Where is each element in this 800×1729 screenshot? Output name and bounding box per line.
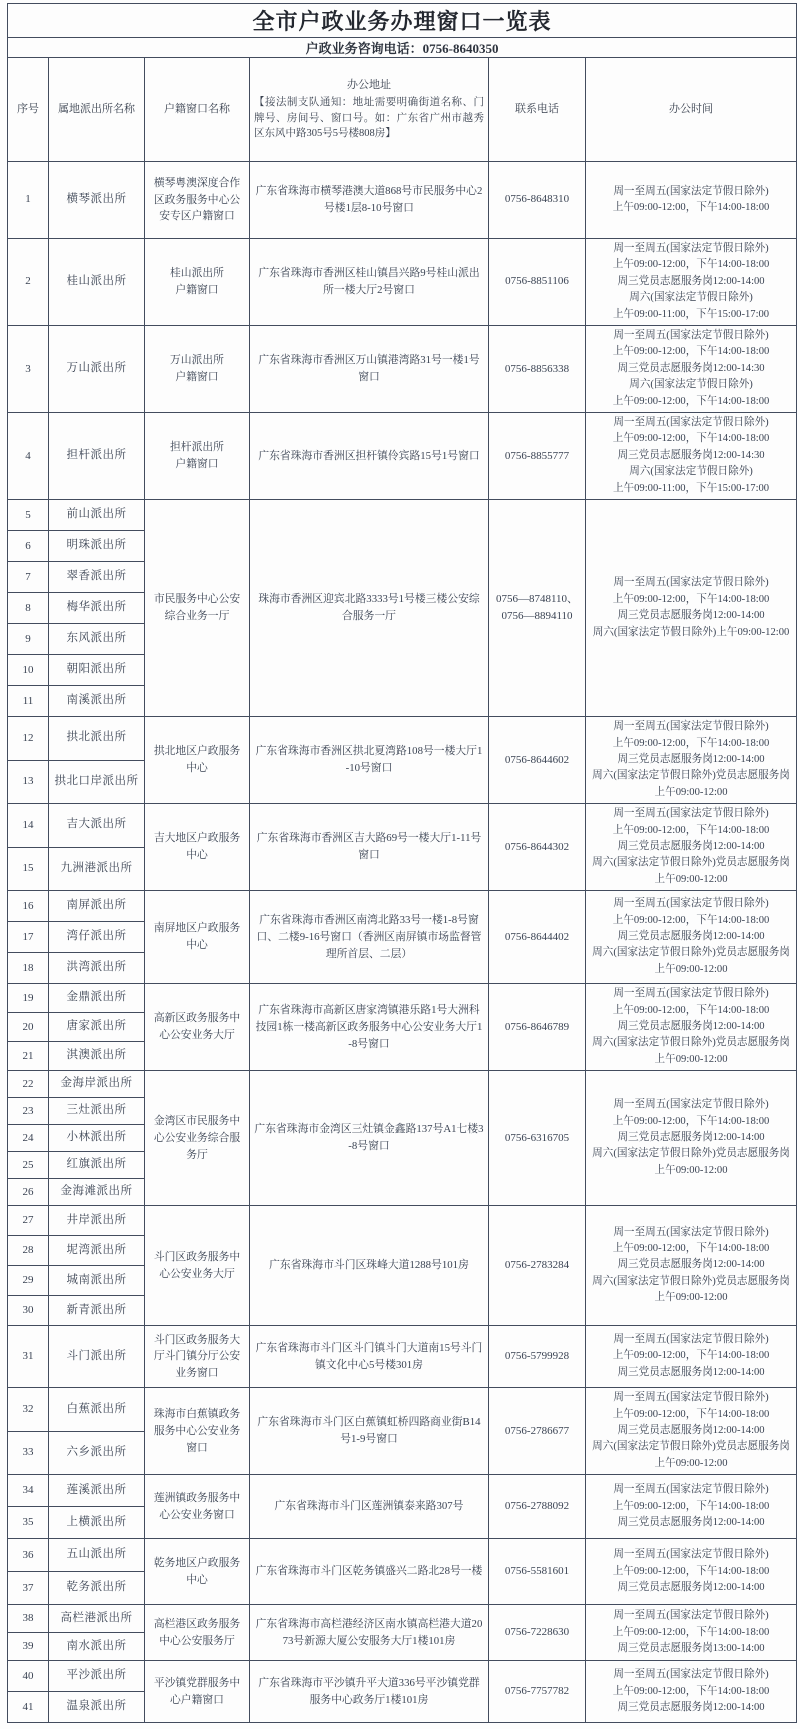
seq-cell: 12 [8,717,49,761]
phone-cell-line: 0756-2786677 [504,1424,570,1437]
phone-cell [489,413,586,500]
office-hours-cell-line: 上午09:00-12:00，下午14:00-18:00 [612,202,770,213]
window-name-cell [145,1605,250,1661]
table-row [8,717,797,761]
seq-cell: 30 [8,1296,49,1326]
window-name-cell-line: 金湾区市民服务中心公安业务综合服务厅 [153,1115,241,1161]
phone-cell [489,1206,586,1326]
seq-cell: 41 [8,1692,49,1723]
table-row [8,413,797,500]
seq-cell: 20 [8,1013,49,1042]
station-name-cell: 湾仔派出所 [49,922,145,953]
station-name-cell: 三灶派出所 [49,1098,145,1125]
station-name-cell: 坭湾派出所 [49,1236,145,1266]
window-name-cell [145,239,250,326]
phone-cell [489,500,586,717]
office-hours-cell-line: 上午09:00-12:00 [654,786,728,798]
phone-cell-line: 0756-8644402 [504,930,570,943]
seq-cell: 4 [8,413,49,500]
office-hours-cell-line: 周一至周五(国家法定节假日除外) [613,1669,769,1681]
office-hours-cell-line: 周三党员志愿服务岗12:00-14:00 [617,1020,765,1032]
table-row [8,1661,797,1692]
seq-cell: 35 [8,1507,49,1539]
office-hours-cell [586,891,797,984]
office-hours-cell-line: 上午09:00-11:00，下午15:00-17:00 [612,308,770,320]
seq-cell: 33 [8,1431,49,1475]
seq-cell: 31 [8,1326,49,1388]
station-name-cell: 南溪派出所 [49,686,145,717]
window-name-cell-line: 乾务地区户政服务中心 [153,1556,241,1586]
header-hours: 办公时间 [586,58,797,162]
header-address [250,58,489,162]
window-name-cell [145,1661,250,1723]
window-name-cell [145,1206,250,1326]
seq-cell: 40 [8,1661,49,1692]
office-hours-cell-line: 周一至周五(国家法定节假日除外) [613,1099,769,1111]
station-name-cell: 上横派出所 [49,1507,145,1539]
seq-cell: 24 [8,1125,49,1152]
office-hours-cell-line: 上午09:00-12:00，下午14:00-18:00 [612,346,770,358]
window-name-cell-line: 吉大地区户政服务中心 [153,832,241,862]
office-hours-cell-line: 周六(国家法定节假日除外)上午09:00-12:00 [592,626,790,638]
window-name-cell-line: 横琴粤澳深度合作区政务服务中心公安专区户籍窗口 [153,176,241,223]
office-hours-cell-line: 周六(国家法定节假日除外)党员志愿服务岗 [592,857,790,869]
phone-cell-line: 0756-8851106 [505,275,569,288]
office-hours-cell-line: 周六(国家法定节假日除外) [629,292,753,304]
station-name-cell: 淇澳派出所 [49,1042,145,1071]
office-hours-cell-line: 上午09:00-12:00，下午14:00-18:00 [612,824,770,836]
table-row [8,1206,797,1236]
station-name-cell: 金海滩派出所 [49,1179,145,1206]
station-name-cell: 六乡派出所 [49,1431,145,1475]
office-hours-cell-line: 上午09:00-12:00，下午14:00-18:00 [612,395,770,407]
office-hours-cell-line: 周三党员志愿服务岗12:00-14:00 [617,930,765,942]
office-hours-cell-line: 周三党员志愿服务岗12:00-14:00 [617,610,765,622]
station-name-cell: 拱北口岸派出所 [49,760,145,804]
phone-cell [489,717,586,804]
phone-cell [489,804,586,891]
table-row [8,1605,797,1633]
address-cell: 广东省珠海市斗门区斗门镇斗门大道南15号斗门镇文化中心5号楼301房 [250,1326,489,1388]
address-cell: 广东省珠海市高新区唐家湾镇港乐路1号大洲科技园1栋一楼高新区政务服务中心公安业务大厅1-8号窗口 [250,984,489,1071]
station-name-cell: 红旗派出所 [49,1152,145,1179]
seq-cell: 9 [8,624,49,655]
phone-cell [489,1539,586,1605]
phone-cell-line: 0756-5799928 [504,1350,570,1363]
column-header-row [8,58,797,162]
service-window-table [7,3,797,1723]
header-phone: 联系电话 [489,58,586,162]
office-hours-cell [586,1388,797,1475]
table-row [8,891,797,922]
table-row [8,162,797,239]
phone-cell-line: 0756-8646789 [504,1020,570,1033]
seq-cell: 36 [8,1539,49,1572]
address-cell: 广东省珠海市高栏港经济区南水镇高栏港大道2073号新源大厦公安服务大厅1楼101房 [250,1605,489,1661]
office-hours-cell-line: 上午09:00-12:00，下午14:00-18:00 [612,593,770,605]
window-name-cell [145,984,250,1071]
station-name-cell: 白蕉派出所 [49,1388,145,1432]
phone-cell-line: 0756-5581601 [504,1565,570,1578]
window-name-cell [145,1071,250,1206]
office-hours-cell-line: 上午09:00-12:00，下午14:00-18:00 [612,1408,770,1420]
office-hours-cell-line: 周六(国家法定节假日除外)党员志愿服务岗 [592,947,790,959]
office-hours-cell-line: 上午09:00-12:00，下午14:00-18:00 [612,1565,770,1577]
station-name-cell: 南屏派出所 [49,891,145,922]
office-hours-cell-line: 周六(国家法定节假日除外) [629,466,753,478]
station-name-cell: 平沙派出所 [49,1661,145,1692]
office-hours-cell-line: 周三党员志愿服务岗12:00-14:00 [617,1425,765,1436]
window-name-cell [145,1539,250,1605]
seq-cell: 3 [8,326,49,413]
address-cell: 广东省珠海市香洲区万山镇港湾路31号一楼1号窗口 [250,326,489,413]
seq-cell: 7 [8,562,49,593]
station-name-cell: 万山派出所 [49,326,145,413]
window-name-cell-line: 高新区政务服务中心公安业务大厅 [153,1012,241,1042]
office-hours-cell [586,1475,797,1539]
seq-cell: 38 [8,1605,49,1633]
table-row [8,1539,797,1572]
seq-cell: 25 [8,1152,49,1179]
seq-cell: 6 [8,531,49,562]
phone-cell-line: 0756-8856338 [504,362,570,375]
address-cell: 广东省珠海市金湾区三灶镇金鑫路137号A1七楼3-8号窗口 [250,1071,489,1206]
phone-cell-line: 0756-7228630 [504,1626,570,1639]
station-name-cell: 洪湾派出所 [49,953,145,984]
window-name-cell-line: 市民服务中心公安综合业务一厅 [153,593,241,623]
phone-cell-line: 0756-2788092 [504,1500,570,1513]
station-name-cell: 东风派出所 [49,624,145,655]
phone-cell [489,239,586,326]
window-name-cell-line: 桂山派出所 [170,267,224,280]
table-row [8,984,797,1013]
office-hours-cell-line: 上午09:00-12:00 [654,1164,728,1176]
station-name-cell: 朝阳派出所 [49,655,145,686]
phone-cell [489,1475,586,1539]
address-cell: 珠海市香洲区迎宾北路3333号1号楼三楼公安综合服务一厅 [250,500,489,717]
window-name-cell-line: 莲洲镇政务服务中心公安业务窗口 [153,1491,241,1521]
station-name-cell: 拱北派出所 [49,717,145,761]
office-hours-cell-line: 上午09:00-12:00，下午14:00-18:00 [612,433,770,445]
office-hours-cell-line: 上午09:00-12:00，下午14:00-18:00 [612,1626,770,1638]
office-hours-cell-line: 上午09:00-12:00 [654,1457,728,1469]
seq-cell: 39 [8,1633,49,1661]
table-row [8,1071,797,1098]
table-row [8,804,797,848]
window-name-cell [145,413,250,500]
address-cell: 广东省珠海市平沙镇升平大道336号平沙镇党群服务中心政务厅1楼101房 [250,1661,489,1723]
window-name-cell [145,1475,250,1539]
address-cell: 广东省珠海市横琴港澳大道868号市民服务中心2号楼1层8-10号窗口 [250,162,489,239]
seq-cell: 8 [8,593,49,624]
phone-cell-line: 0756-8855777 [504,449,570,462]
office-hours-cell-line: 周三党员志愿服务岗12:00-14:00 [617,1131,765,1143]
window-name-cell-line: 户籍窗口 [175,284,219,297]
station-name-cell: 温泉派出所 [49,1692,145,1723]
office-hours-cell-line: 上午09:00-12:00，下午14:00-18:00 [612,1004,770,1016]
header-seq: 序号 [8,58,49,162]
office-hours-cell-line: 周三党员志愿服务岗12:00-14:00 [617,1516,765,1528]
office-hours-cell-line: 周一至周五(国家法定节假日除外) [613,898,769,910]
table-row [8,1388,797,1432]
phone-cell [489,1661,586,1723]
window-name-cell-line: 珠海市白蕉镇政务服务中心公安业务窗口 [153,1408,241,1454]
header-window: 户籍窗口名称 [145,58,250,162]
office-hours-cell [586,1605,797,1661]
address-cell: 广东省珠海市香洲区桂山镇昌兴路9号桂山派出所一楼大厅2号窗口 [250,239,489,326]
phone-cell [489,984,586,1071]
seq-cell: 34 [8,1475,49,1507]
office-hours-cell-line: 上午09:00-12:00，下午14:00-18:00 [612,1685,770,1697]
seq-cell: 27 [8,1206,49,1236]
office-hours-cell-line: 周三党员志愿服务岗13:00-14:00 [617,1642,765,1654]
office-hours-cell-line: 周一至周五(国家法定节假日除外) [613,721,769,733]
phone-cell [489,1388,586,1475]
address-cell: 广东省珠海市斗门区乾务镇盛兴二路北28号一楼 [250,1539,489,1605]
office-hours-cell-line: 周一至周五(国家法定节假日除外) [613,577,769,589]
office-hours-cell [586,717,797,804]
office-hours-cell [586,984,797,1071]
office-hours-cell [586,1206,797,1326]
phone-cell-line: 0756-8644602 [504,753,570,766]
page-title: 全市户政业务办理窗口一览表 [8,4,797,38]
office-hours-cell-line: 周六(国家法定节假日除外)党员志愿服务岗 [592,1037,790,1049]
office-hours-cell [586,413,797,500]
phone-cell [489,891,586,984]
station-name-cell: 桂山派出所 [49,239,145,326]
office-hours-cell-line: 周一至周五(国家法定节假日除外) [613,1549,769,1561]
office-hours-cell-line: 周一至周五(国家法定节假日除外) [613,330,769,342]
office-hours-cell-line: 周三党员志愿服务岗12:00-14:00 [617,1366,765,1378]
station-name-cell: 前山派出所 [49,500,145,531]
office-hours-cell-line: 周一至周五(国家法定节假日除外) [613,1392,769,1404]
office-hours-cell-line: 上午09:00-12:00 [654,963,728,975]
table-row [8,239,797,326]
station-name-cell: 金海岸派出所 [49,1071,145,1098]
office-hours-cell-line: 上午09:00-11:00，下午15:00-17:00 [612,482,770,494]
table-row [8,1326,797,1388]
office-hours-cell [586,1071,797,1206]
station-name-cell: 担杆派出所 [49,413,145,500]
office-hours-cell-line: 周一至周五(国家法定节假日除外) [613,243,769,254]
header-station: 属地派出所名称 [49,58,145,162]
station-name-cell: 九洲港派出所 [49,847,145,891]
station-name-cell: 高栏港派出所 [49,1605,145,1633]
office-hours-cell-line: 上午09:00-12:00，下午14:00-18:00 [612,1500,770,1512]
table-row [8,1475,797,1507]
window-name-cell [145,717,250,804]
window-name-cell [145,1326,250,1388]
seq-cell: 32 [8,1388,49,1432]
office-hours-cell-line: 上午09:00-12:00 [654,1292,728,1304]
station-name-cell: 小林派出所 [49,1125,145,1152]
seq-cell: 19 [8,984,49,1013]
station-name-cell: 南水派出所 [49,1633,145,1661]
office-hours-cell-line: 周六(国家法定节假日除外)党员志愿服务岗 [592,1148,790,1160]
office-hours-cell-line: 上午09:00-12:00，下午14:00-18:00 [612,914,770,926]
office-hours-cell-line: 周一至周五(国家法定节假日除外) [613,185,769,197]
header-address-title: 办公地址 [347,78,391,91]
office-hours-cell-line: 周三党员志愿服务岗12:00-14:00 [617,1259,765,1271]
seq-cell: 5 [8,500,49,531]
phone-cell-line: 0756-8644302 [504,840,570,853]
address-cell: 广东省珠海市香洲区拱北夏湾路108号一楼大厅1-10号窗口 [250,717,489,804]
office-hours-cell [586,1539,797,1605]
address-cell: 广东省珠海市斗门区莲洲镇泰来路307号 [250,1475,489,1539]
table-row [8,500,797,531]
seq-cell: 14 [8,804,49,848]
office-hours-cell-line: 上午09:00-12:00，下午14:00-18:00 [612,737,770,749]
seq-cell: 18 [8,953,49,984]
window-name-cell-line: 南屏地区户政服务中心 [153,922,241,952]
phone-cell [489,162,586,239]
office-hours-cell-line: 周三党员志愿服务岗12:00-14:30 [617,449,765,461]
office-hours-cell-line: 上午09:00-12:00 [654,873,728,885]
table-row [8,326,797,413]
station-name-cell: 翠香派出所 [49,562,145,593]
seq-cell: 16 [8,891,49,922]
hotline-subtitle: 户政业务咨询电话：0756-8640350 [8,38,797,58]
seq-cell: 15 [8,847,49,891]
phone-cell-line: 0756—8894110 [501,610,573,623]
seq-cell: 29 [8,1266,49,1296]
station-name-cell: 乾务派出所 [49,1572,145,1605]
office-hours-cell-line: 周三党员志愿服务岗12:00-14:00 [617,753,765,765]
window-name-cell [145,500,250,717]
phone-cell [489,1605,586,1661]
window-name-cell-line: 拱北地区户政服务中心 [153,745,241,775]
title-row [8,4,797,38]
office-hours-cell-line: 上午09:00-12:00，下午14:00-18:00 [612,1350,770,1362]
address-cell: 广东省珠海市香洲区担杆镇伶宾路15号1号窗口 [250,413,489,500]
office-hours-cell-line: 周三党员志愿服务岗12:00-14:00 [617,275,765,287]
window-name-cell-line: 户籍窗口 [175,458,219,471]
station-name-cell: 新青派出所 [49,1296,145,1326]
window-name-cell [145,326,250,413]
office-hours-cell-line: 周三党员志愿服务岗12:00-14:30 [617,362,765,374]
window-name-cell [145,1388,250,1475]
seq-cell: 1 [8,162,49,239]
office-hours-cell [586,239,797,326]
seq-cell: 13 [8,760,49,804]
office-hours-cell-line: 周一至周五(国家法定节假日除外) [613,1610,769,1622]
phone-cell [489,326,586,413]
station-name-cell: 莲溪派出所 [49,1475,145,1507]
window-name-cell-line: 户籍窗口 [175,371,219,384]
seq-cell: 22 [8,1071,49,1098]
office-hours-cell [586,804,797,891]
office-hours-cell-line: 周一至周五(国家法定节假日除外) [613,1226,769,1238]
phone-cell [489,1326,586,1388]
office-hours-cell-line: 周六(国家法定节假日除外)党员志愿服务岗 [592,1275,790,1287]
office-hours-cell-line: 周一至周五(国家法定节假日除外) [613,417,769,429]
seq-cell: 10 [8,655,49,686]
phone-cell-line: 0756-6316705 [504,1131,570,1144]
office-hours-cell-line: 上午09:00-12:00，下午14:00-18:00 [612,259,770,271]
window-name-cell-line: 担杆派出所 [170,441,224,454]
office-hours-cell [586,500,797,717]
seq-cell: 28 [8,1236,49,1266]
office-hours-cell-line: 上午09:00-12:00，下午14:00-18:00 [612,1115,770,1127]
station-name-cell: 明珠派出所 [49,531,145,562]
window-name-cell [145,162,250,239]
office-hours-cell-line: 周六(国家法定节假日除外)党员志愿服务岗 [592,770,790,782]
phone-cell-line: 0756-2783284 [504,1259,570,1272]
office-hours-cell-line: 上午09:00-12:00 [654,1053,728,1065]
address-cell: 广东省珠海市斗门区珠峰大道1288号101房 [250,1206,489,1326]
window-name-cell-line: 平沙镇党群服务中心户籍窗口 [153,1676,241,1706]
office-hours-cell-line: 周三党员志愿服务岗12:00-14:00 [617,840,765,852]
phone-cell-line: 0756—8748110、 [495,593,579,606]
office-hours-cell-line: 周一至周五(国家法定节假日除外) [613,808,769,820]
station-name-cell: 梅华派出所 [49,593,145,624]
office-hours-cell-line: 周三党员志愿服务岗12:00-14:00 [617,1701,765,1713]
office-hours-cell-line: 周六(国家法定节假日除外) [629,379,753,391]
window-name-cell [145,891,250,984]
station-name-cell: 斗门派出所 [49,1326,145,1388]
window-name-cell-line: 高栏港区政务服务中心公安服务厅 [153,1617,241,1647]
window-name-cell-line: 万山派出所 [170,354,224,367]
phone-cell [489,1071,586,1206]
address-cell: 广东省珠海市斗门区白蕉镇虹桥四路商业街B14号1-9号窗口 [250,1388,489,1475]
window-name-cell-line: 斗门区政务服务大厅斗门镇分厅公安业务窗口 [153,1333,241,1380]
address-cell: 广东省珠海市香洲区吉大路69号一楼大厅1-11号窗口 [250,804,489,891]
seq-cell: 17 [8,922,49,953]
office-hours-cell [586,1661,797,1723]
station-name-cell: 城南派出所 [49,1266,145,1296]
window-name-cell-line: 斗门区政务服务中心公安业务大厅 [153,1250,241,1280]
office-hours-cell [586,162,797,239]
office-hours-cell-line: 周一至周五(国家法定节假日除外) [613,1484,769,1496]
office-hours-cell [586,326,797,413]
office-hours-cell-line: 上午09:00-12:00，下午14:00-18:00 [612,1243,770,1255]
station-name-cell: 吉大派出所 [49,804,145,848]
station-name-cell: 井岸派出所 [49,1206,145,1236]
subtitle-row [8,38,797,58]
seq-cell: 26 [8,1179,49,1206]
header-address-note: 【接法制支队通知：地址需要明确街道名称、门牌号、房间号、窗口号。如：广东省广州市越秀区东风中路305号5号楼808房】 [254,96,484,140]
seq-cell: 21 [8,1042,49,1071]
window-name-cell [145,804,250,891]
seq-cell: 11 [8,686,49,717]
address-cell: 广东省珠海市香洲区南湾北路33号一楼1-8号窗口、二楼9-16号窗口（香洲区南屏镇市场监督管理所首层、二层） [250,891,489,984]
seq-cell: 37 [8,1572,49,1605]
station-name-cell: 唐家派出所 [49,1013,145,1042]
station-name-cell: 金鼎派出所 [49,984,145,1013]
seq-cell: 2 [8,239,49,326]
phone-cell-line: 0756-7757782 [504,1685,570,1698]
office-hours-cell [586,1326,797,1388]
station-name-cell: 横琴派出所 [49,162,145,239]
seq-cell: 23 [8,1098,49,1125]
office-hours-cell-line: 周六(国家法定节假日除外)党员志愿服务岗 [592,1441,790,1453]
office-hours-cell-line: 周一至周五(国家法定节假日除外) [613,988,769,1000]
office-hours-cell-line: 周三党员志愿服务岗12:00-14:00 [617,1581,765,1593]
office-hours-cell-line: 周一至周五(国家法定节假日除外) [613,1334,769,1346]
station-name-cell: 五山派出所 [49,1539,145,1572]
phone-cell-line: 0756-8648310 [504,193,570,206]
